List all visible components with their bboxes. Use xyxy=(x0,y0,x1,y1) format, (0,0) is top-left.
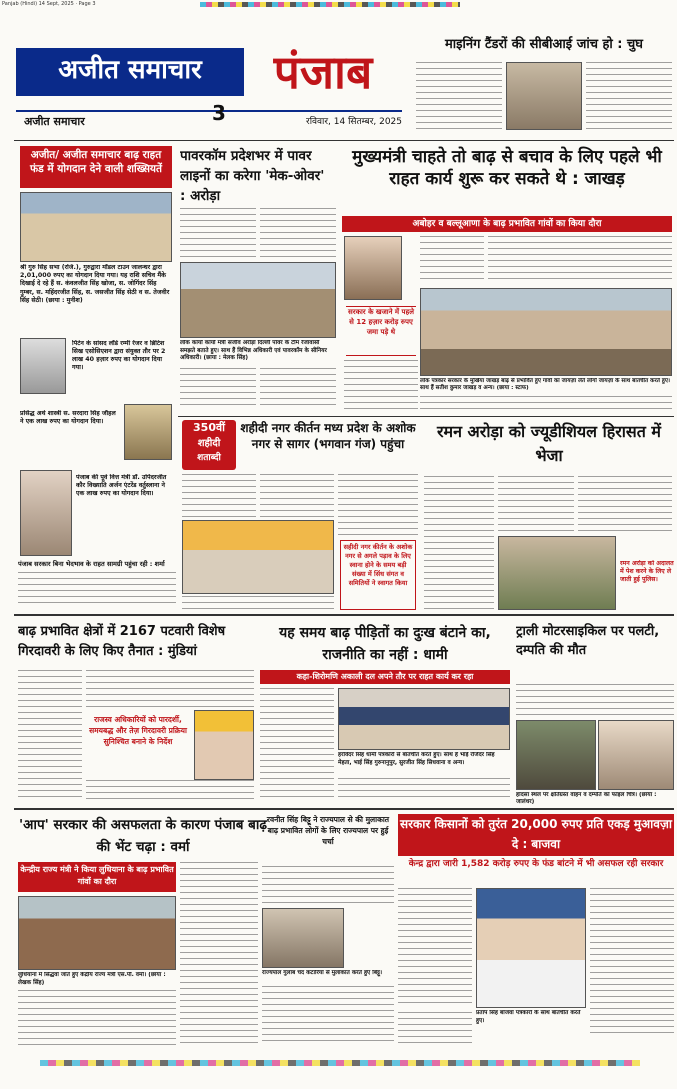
shaheedi-badge xyxy=(182,420,236,470)
raman-body-3 xyxy=(578,476,672,532)
ajit-fund-headline: अजीत/ अजीत समाचार बाढ़ राहत फंड में योगदान देने वाली शख्सियतें xyxy=(20,146,172,188)
donor2-photo xyxy=(124,404,172,460)
registration-marks xyxy=(200,2,460,7)
jakhar-body-3 xyxy=(420,396,672,414)
mining-headline: माइनिंग टैंडरों की सीबीआई जांच हो : चुघ xyxy=(445,37,643,52)
donor3-text: पंजाब की पूर्व वित्त मंत्री डॉ. उपिंदरजीत कौर विख्याति अर्जन एंटरेंड वर्तुस्लाना ने एक लाख रुपए का योगदान दिया। xyxy=(76,474,167,497)
masthead-sub-left: अजीत समाचार xyxy=(24,115,85,128)
masthead-date: रविवार, 14 सितम्बर, 2025 xyxy=(306,117,402,127)
patwari-body-2 xyxy=(86,670,254,710)
jakhar-body-1 xyxy=(344,360,418,414)
shaheedi-body-3 xyxy=(338,474,418,538)
donor2-text: प्रसिद्ध अर्थ शास्त्री स. सरदारा सिंह जौहल ने एक लाख रुपए का योगदान दिया। xyxy=(20,410,116,425)
shaheedi-body-4 xyxy=(182,596,334,610)
bittu-body-2 xyxy=(262,986,394,1046)
masthead xyxy=(16,40,402,132)
powercom-body-4 xyxy=(260,368,336,408)
shaheedi-badge-mid: शहीदी xyxy=(197,438,221,449)
jakhar-body-4 xyxy=(488,236,672,284)
powercom-body-2 xyxy=(260,208,336,260)
verma-caption: लुधियाना में सिद्धवां जाते हुए केंद्रीय राज्य मंत्री एस.पी. वर्मा। (छाया : लेखक सिंह) xyxy=(18,972,166,986)
bajwa-body-2 xyxy=(590,888,674,1038)
raman-body-1 xyxy=(424,476,494,610)
dhami-body-2 xyxy=(338,778,510,802)
jakhar-flood-photo xyxy=(420,288,672,376)
mining-photo xyxy=(506,62,582,130)
jakhar-caption: लोक पत्रकार सरकार के मुखिया जाखड़ बाढ़ से प्रभावित हुए गांवों का जायज़ा लेते लोगों जायज़ा के साथ बातचीत करते हुए। साथ हैं सतीश कुमार जाखड़ व अन्य। (छाया : स्टाफ) xyxy=(420,378,671,392)
dhami-subheadline: कहा-शिरोमणि अकाली दल अपने तौर पर राहत कार्य कर रहा xyxy=(260,670,510,684)
tractor-photo-2 xyxy=(598,720,674,790)
bittu-photo xyxy=(262,908,344,968)
tractor-body xyxy=(516,684,674,718)
bittu-caption: राज्यपाल गुलाब चंद कटारिया से मुलाकात करते हुए बिट्टू। xyxy=(262,970,383,976)
ajit-fund-caption: श्री गुरु सिंह सभा (रजि.), गुरुद्वारा मॉडल टाउन जालन्धर द्वारा 2,01,000 रुपए का योगदान दिया गया। यह राशि सचिव मैंके दिखाई दे रहे हैं स. कंवलजीत सिंह खोजा, स. जोगिंदर सिंह गुम्बर, स. महिंदरजीत सिंह, स. जसजीत सिंह सेठी व स. तेजवीर सिंह सेठी। (छाया : मुनीश) xyxy=(20,264,170,304)
jakhar-headline: मुख्यमंत्री चाहते तो बाढ़ से बचाव के लिए पहले भी राहत कार्य शुरू कर सकते थे : जाखड़ xyxy=(352,147,662,189)
masthead-left-name: अजीत समाचार xyxy=(58,55,202,85)
shaheedi-photo xyxy=(182,520,334,594)
patwari-headline: बाढ़ प्रभावित क्षेत्रों में 2167 पटवारी विशेष गिरदावरी के लिए किए तैनात : मुंडियां xyxy=(18,624,226,659)
powercom-headline: पावरकॉम प्रदेशभर में पावर लाइनों का करेगा 'मेक-ओवर' : अरोड़ा xyxy=(180,148,325,204)
verma-photo xyxy=(18,896,176,970)
shaheedi-badge-bot: शताब्दी xyxy=(197,453,221,463)
jakhar-subheadline: अबोहर व बल्लूआणा के बाढ़ प्रभावित गांवों का किया दौरा xyxy=(342,216,672,232)
donor1-text: पिटेन के सांसद लॉर्ड रम्मी रेंजर व ब्रिटिश सिख एसोसिएशन द्वारा संयुक्त तौर पर 2 लाख 40 हज़ार रुपए का योगदान दिया गया। xyxy=(72,340,166,371)
powercom-body-1 xyxy=(180,208,256,260)
raman-body-2 xyxy=(498,476,574,532)
page-number: 3 xyxy=(212,101,226,125)
mining-body-text-2 xyxy=(586,62,672,132)
dhami-headline: यह समय बाढ़ पीड़ितों का दुःख बंटाने का, राजनीति का नहीं : धामी xyxy=(279,625,491,663)
verma-subheadline: केन्द्रीय राज्य मंत्री ने किया लुधियाना के बाढ़ प्रभावित गांवों का दौरा xyxy=(18,862,176,892)
shaheedi-body-2 xyxy=(260,474,334,518)
shaheedi-headline: शहीदी नगर कीर्तन मध्य प्रदेश के अशोक नगर से सागर (भगवान गंज) पहुंचा xyxy=(240,421,416,451)
tractor-photo-1 xyxy=(516,720,596,790)
bajwa-body-1 xyxy=(398,888,472,1008)
bajwa-body-3 xyxy=(398,1012,472,1046)
masthead-right-name: पंजाब xyxy=(273,45,373,99)
raman-caption: रमन अरोड़ा को अदालत में पेश करने के लिए ले जाती हुई पुलिस। xyxy=(620,560,674,583)
patwari-body-1 xyxy=(18,670,82,802)
patwari-boxout: राजस्व अधिकारियों को पारदर्शी, समयबद्ध और तेज़ गिरदावरी प्रक्रिया सुनिश्चित बनाने के निर्देश xyxy=(89,715,187,746)
powercom-caption: लोक कार्यों कार्यों मंत्री संजीव अरोड़ा दिल्ली पॉवर के टीम रेजावासी समझते बताते हुए। साथ हैं विभिन्न अधिकारी एवं पावरकॉम के सीनियर अधिकारी। (छाया : मेलक सिंह) xyxy=(180,340,327,361)
bajwa-caption: प्रताप सिंह बाजवा पत्रकारों के साथ बातचीत करते हुए। xyxy=(476,1010,581,1024)
shaheedi-body-1 xyxy=(182,474,256,518)
jakhar-body-2 xyxy=(420,236,484,284)
shaheedi-badge-top: 350वीं xyxy=(193,421,225,434)
bittu-headline: रवनीत सिंह बिट्टू ने राज्यपाल से की मुलाकात बाढ़ प्रभावित लोगों के लिए राज्यपाल पर हुई चर्चा xyxy=(266,815,390,846)
powercom-photo xyxy=(180,262,336,338)
donor1-photo xyxy=(20,338,66,394)
raman-photo xyxy=(498,536,616,610)
bittu-body-1 xyxy=(262,866,394,906)
divider-top xyxy=(14,140,674,141)
mining-body-text xyxy=(416,62,502,132)
raman-headline: रमन अरोड़ा को ज्यूडीशियल हिरासत में भेजा xyxy=(436,422,661,465)
jakhar-boxout: सरकार के खजाने में पहले से 12 हज़ार करोड़ रुपए जमा पड़े थे xyxy=(346,306,416,356)
jakhar-portrait xyxy=(344,236,402,300)
verma-headline: 'आप' सरकार की असफलता के कारण पंजाब बाढ़ की भेंट चढ़ा : वर्मा xyxy=(19,817,267,855)
masthead-right-box xyxy=(244,40,402,110)
dhami-body-1 xyxy=(260,688,334,802)
donor3-photo xyxy=(20,470,72,556)
bottom-registration-marks xyxy=(40,1060,640,1066)
dhami-caption: हरविंदर सिंह धामी पत्रकारों से बातचीत करते हुए। साथ हैं भाई रजिंदर सिंह मेहता, भाई सिंह गुरुनानुपुर, सुरजीत सिंह सिधवाना व अन्य। xyxy=(338,752,495,766)
divider-mid-2 xyxy=(14,614,674,616)
ajit-bottom-headline: पंजाब सरकार बिना भेदभाव के राहत सामग्री पहुंचा रही : शर्मा xyxy=(18,560,165,568)
ajit-fund-group-photo xyxy=(20,192,172,262)
ajit-bottom-body xyxy=(18,572,176,606)
powercom-body-3 xyxy=(180,368,256,408)
bajwa-portrait xyxy=(476,888,586,1008)
tractor-caption: हादसा स्थल पर क्षतिग्रस्त वाहन व दम्पति का फाइल चित्र। (छाया : जालंधर) xyxy=(516,792,657,805)
page-meta-strip: Panjab (Hindi) 14 Sept, 2025 · Page 3 xyxy=(2,1,96,7)
patwari-portrait xyxy=(194,710,254,780)
divider-bottom xyxy=(14,808,674,810)
bajwa-subheadline: केन्द्र द्वारा जारी 1,582 करोड़ रुपए के फंड बांटने में भी असफल रही सरकार xyxy=(408,859,664,869)
bajwa-headline: सरकार किसानों को तुरंत 20,000 रुपए प्रति एकड़ मुआवज़ा दे : बाजवा xyxy=(398,814,674,856)
dhami-photo xyxy=(338,688,510,750)
masthead-left-bar xyxy=(16,48,244,96)
divider-mid-1 xyxy=(178,416,674,417)
tractor-headline: ट्राली मोटरसाइकिल पर पलटी, दम्पति की मौत xyxy=(516,624,660,658)
shaheedi-boxout: सहीदी नगर कीर्तन के अशोक नगर से अगले पड़ाव के लिए स्वाना होने के समय बड़ी संख्या में सिंध संगत व समितियों ने स्वागत किया xyxy=(340,540,416,610)
verma-body-2 xyxy=(180,862,258,1046)
patwari-body-3 xyxy=(86,780,254,802)
verma-body-1 xyxy=(18,990,176,1046)
